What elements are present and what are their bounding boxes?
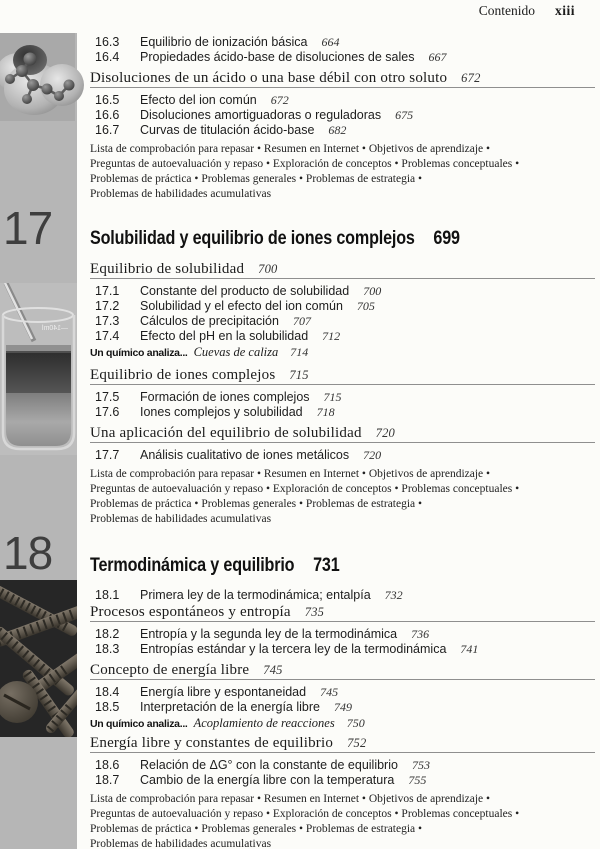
entry-number: 16.3 <box>95 35 120 49</box>
toc-section-heading <box>90 261 595 279</box>
toc-entry-17-4 <box>90 329 595 344</box>
section-page: 752 <box>347 736 367 750</box>
entry-number: 17.2 <box>95 299 120 313</box>
entry-number: 17.1 <box>95 284 120 298</box>
toc-section-heading <box>90 735 595 753</box>
entry-title: Análisis cualitativo de iones metálicos <box>140 448 350 462</box>
toc-entry-17-1 <box>90 284 595 299</box>
chapter-page: 731 <box>313 555 340 576</box>
toc-section-heading <box>90 662 595 680</box>
entry-title: Propiedades ácido-base de disoluciones de sales <box>140 50 415 64</box>
toc-entry-16-7 <box>90 123 595 138</box>
section-page: 672 <box>461 71 481 85</box>
entry-number: 17.3 <box>95 314 120 328</box>
entry-title: Entropía y la segunda ley de la termodinámica <box>140 627 398 641</box>
chapter-18-number: 18 <box>3 527 53 579</box>
resources-line: Problemas de práctica • Problemas generales • Problemas de estrategia • <box>90 498 423 510</box>
section-title: Procesos espontáneos y entropía <box>90 604 291 620</box>
entry-page: 736 <box>411 627 430 641</box>
toc-content <box>90 0 595 849</box>
entry-number: 16.6 <box>95 108 120 122</box>
entry-page: 755 <box>408 773 427 787</box>
entry-page: 667 <box>428 50 447 64</box>
chapter-sidebar <box>0 33 77 849</box>
section-title: Una aplicación del equilibrio de solubilidad <box>90 425 362 441</box>
resources-line: Lista de comprobación para repasar • Resumen en Internet • Objetivos de aprendizaje • <box>90 143 491 155</box>
entry-page: 682 <box>328 123 347 137</box>
chapter-title: Termodinámica y equilibrio <box>90 555 295 576</box>
feature-label: Un químico analiza... <box>90 718 188 730</box>
section-page: 715 <box>289 368 309 382</box>
entry-title: Iones complejos y solubilidad <box>140 405 303 419</box>
entry-number: 17.7 <box>95 448 120 462</box>
entry-page: 675 <box>395 108 414 122</box>
feature-label: Un químico analiza... <box>90 347 188 359</box>
feature-box-entry <box>90 715 595 730</box>
entry-title: Efecto del pH en la solubilidad <box>140 329 309 343</box>
entry-number: 18.1 <box>95 588 120 602</box>
section-title: Equilibrio de solubilidad <box>90 261 245 277</box>
page-folio: xiii <box>554 3 575 18</box>
toc-section-heading <box>90 367 595 385</box>
toc-entry-18-2 <box>90 627 595 642</box>
entry-number: 18.7 <box>95 773 120 787</box>
entry-title: Cálculos de precipitación <box>140 314 279 328</box>
toc-entry-18-3 <box>90 642 595 657</box>
entry-page: 749 <box>333 700 352 714</box>
entry-number: 18.2 <box>95 627 120 641</box>
resources-line: Lista de comprobación para repasar • Resumen en Internet • Objetivos de aprendizaje • <box>90 468 491 480</box>
entry-number: 17.4 <box>95 329 120 343</box>
chapter-resources-paragraph <box>90 142 595 202</box>
resources-line: Preguntas de autoevaluación y repaso • Exploración de conceptos • Problemas conceptuales • <box>90 483 520 495</box>
toc-entry-17-6 <box>90 405 595 420</box>
resources-line: Problemas de habilidades acumulativas <box>90 513 272 525</box>
entry-page: 741 <box>460 642 479 656</box>
entry-page: 732 <box>384 588 403 602</box>
entry-number: 16.7 <box>95 123 120 137</box>
entry-number: 16.4 <box>95 50 120 64</box>
entry-page: 720 <box>363 448 382 462</box>
entry-number: 17.5 <box>95 390 120 404</box>
svg-text:—140ml: —140ml <box>41 325 68 332</box>
entry-page: 664 <box>321 35 340 49</box>
entry-title: Entropías estándar y la tercera ley de la termodinámica <box>140 642 447 656</box>
feature-title: Cuevas de caliza <box>193 345 279 359</box>
toc-entry-17-7 <box>90 448 595 463</box>
molecule-model-photo <box>0 33 86 121</box>
entry-page: 718 <box>316 405 335 419</box>
entry-number: 18.6 <box>95 758 120 772</box>
toc-entry-16-5 <box>90 93 595 108</box>
toc-entry-17-3 <box>90 314 595 329</box>
resources-line: Preguntas de autoevaluación y repaso • Exploración de conceptos • Problemas conceptuales • <box>90 158 520 170</box>
entry-page: 707 <box>292 314 311 328</box>
entry-title: Constante del producto de solubilidad <box>140 284 350 298</box>
entry-page: 712 <box>322 329 341 343</box>
section-page: 720 <box>375 426 396 440</box>
entry-number: 18.5 <box>95 700 120 714</box>
entry-page: 745 <box>320 685 339 699</box>
entry-title: Interpretación de la energía libre <box>140 700 320 714</box>
toc-entry-17-2 <box>90 299 595 314</box>
entry-title: Cambio de la energía libre con la temperatura <box>140 773 395 787</box>
rusted-screws-photo <box>0 580 77 737</box>
section-title: Equilibrio de iones complejos <box>90 367 276 383</box>
resources-line: Problemas de práctica • Problemas generales • Problemas de estrategia • <box>90 173 423 185</box>
toc-entry-17-5 <box>90 390 595 405</box>
section-title: Energía libre y constantes de equilibrio <box>90 735 334 751</box>
entry-page: 672 <box>270 93 289 107</box>
entry-page: 700 <box>363 284 382 298</box>
toc-section-heading <box>90 425 595 443</box>
toc-entry-16-4 <box>90 50 595 65</box>
entry-title: Curvas de titulación ácido-base <box>140 123 315 137</box>
entry-title: Energía libre y espontaneidad <box>140 685 307 699</box>
feature-page: 714 <box>290 345 309 359</box>
toc-entry-18-7 <box>90 773 595 788</box>
resources-line: Lista de comprobación para repasar • Resumen en Internet • Objetivos de aprendizaje • <box>90 793 491 805</box>
section-page: 700 <box>258 262 278 276</box>
toc-entry-18-6 <box>90 758 595 773</box>
toc-entry-18-4 <box>90 685 595 700</box>
chapter-17-number: 17 <box>3 202 53 254</box>
entry-number: 18.3 <box>95 642 120 656</box>
toc-section-heading <box>90 604 595 622</box>
toc-entry-18-1 <box>90 588 595 603</box>
chapter-page: 699 <box>433 228 460 249</box>
entry-title: Solubilidad y el efecto del ion común <box>140 299 343 313</box>
entry-title: Equilibrio de ionización básica <box>140 35 308 49</box>
feature-box-entry <box>90 344 595 359</box>
section-page: 735 <box>304 605 325 619</box>
running-head-title: Contenido <box>478 3 535 18</box>
toc-entry-16-6 <box>90 108 595 123</box>
resources-line: Problemas de habilidades acumulativas <box>90 188 272 200</box>
toc-section-heading <box>90 70 595 88</box>
entry-page: 753 <box>411 758 430 772</box>
section-title: Concepto de energía libre <box>90 662 250 678</box>
entry-page: 715 <box>323 390 342 404</box>
entry-page: 705 <box>356 299 375 313</box>
resources-line: Problemas de práctica • Problemas generales • Problemas de estrategia • <box>90 823 423 835</box>
chapter-17-heading <box>90 228 595 250</box>
section-page: 745 <box>263 663 283 677</box>
entry-title: Relación de ΔG° con la constante de equilibrio <box>140 758 398 772</box>
entry-title: Efecto del ion común <box>140 93 257 107</box>
feature-page: 750 <box>346 716 365 730</box>
chapter-resources-paragraph <box>90 467 595 527</box>
section-title: Disoluciones de un ácido o una base débil con otro soluto <box>90 70 448 86</box>
beaker-solution-photo <box>0 283 77 455</box>
feature-title: Acoplamiento de reacciones <box>193 716 335 730</box>
chapter-resources-paragraph <box>90 792 595 849</box>
entry-title: Formación de iones complejos <box>140 390 310 404</box>
resources-line: Preguntas de autoevaluación y repaso • Exploración de conceptos • Problemas conceptuales • <box>90 808 520 820</box>
toc-entry-18-5 <box>90 700 595 715</box>
entry-title: Primera ley de la termodinámica; entalpía <box>140 588 371 602</box>
toc-entry-16-3 <box>90 35 595 50</box>
entry-number: 16.5 <box>95 93 120 107</box>
chapter-title: Solubilidad y equilibrio de iones complejos <box>90 228 415 249</box>
entry-title: Disoluciones amortiguadoras o reguladoras <box>140 108 382 122</box>
resources-line: Problemas de habilidades acumulativas <box>90 838 272 849</box>
entry-number: 18.4 <box>95 685 120 699</box>
entry-number: 17.6 <box>95 405 120 419</box>
chapter-18-heading <box>90 555 595 577</box>
